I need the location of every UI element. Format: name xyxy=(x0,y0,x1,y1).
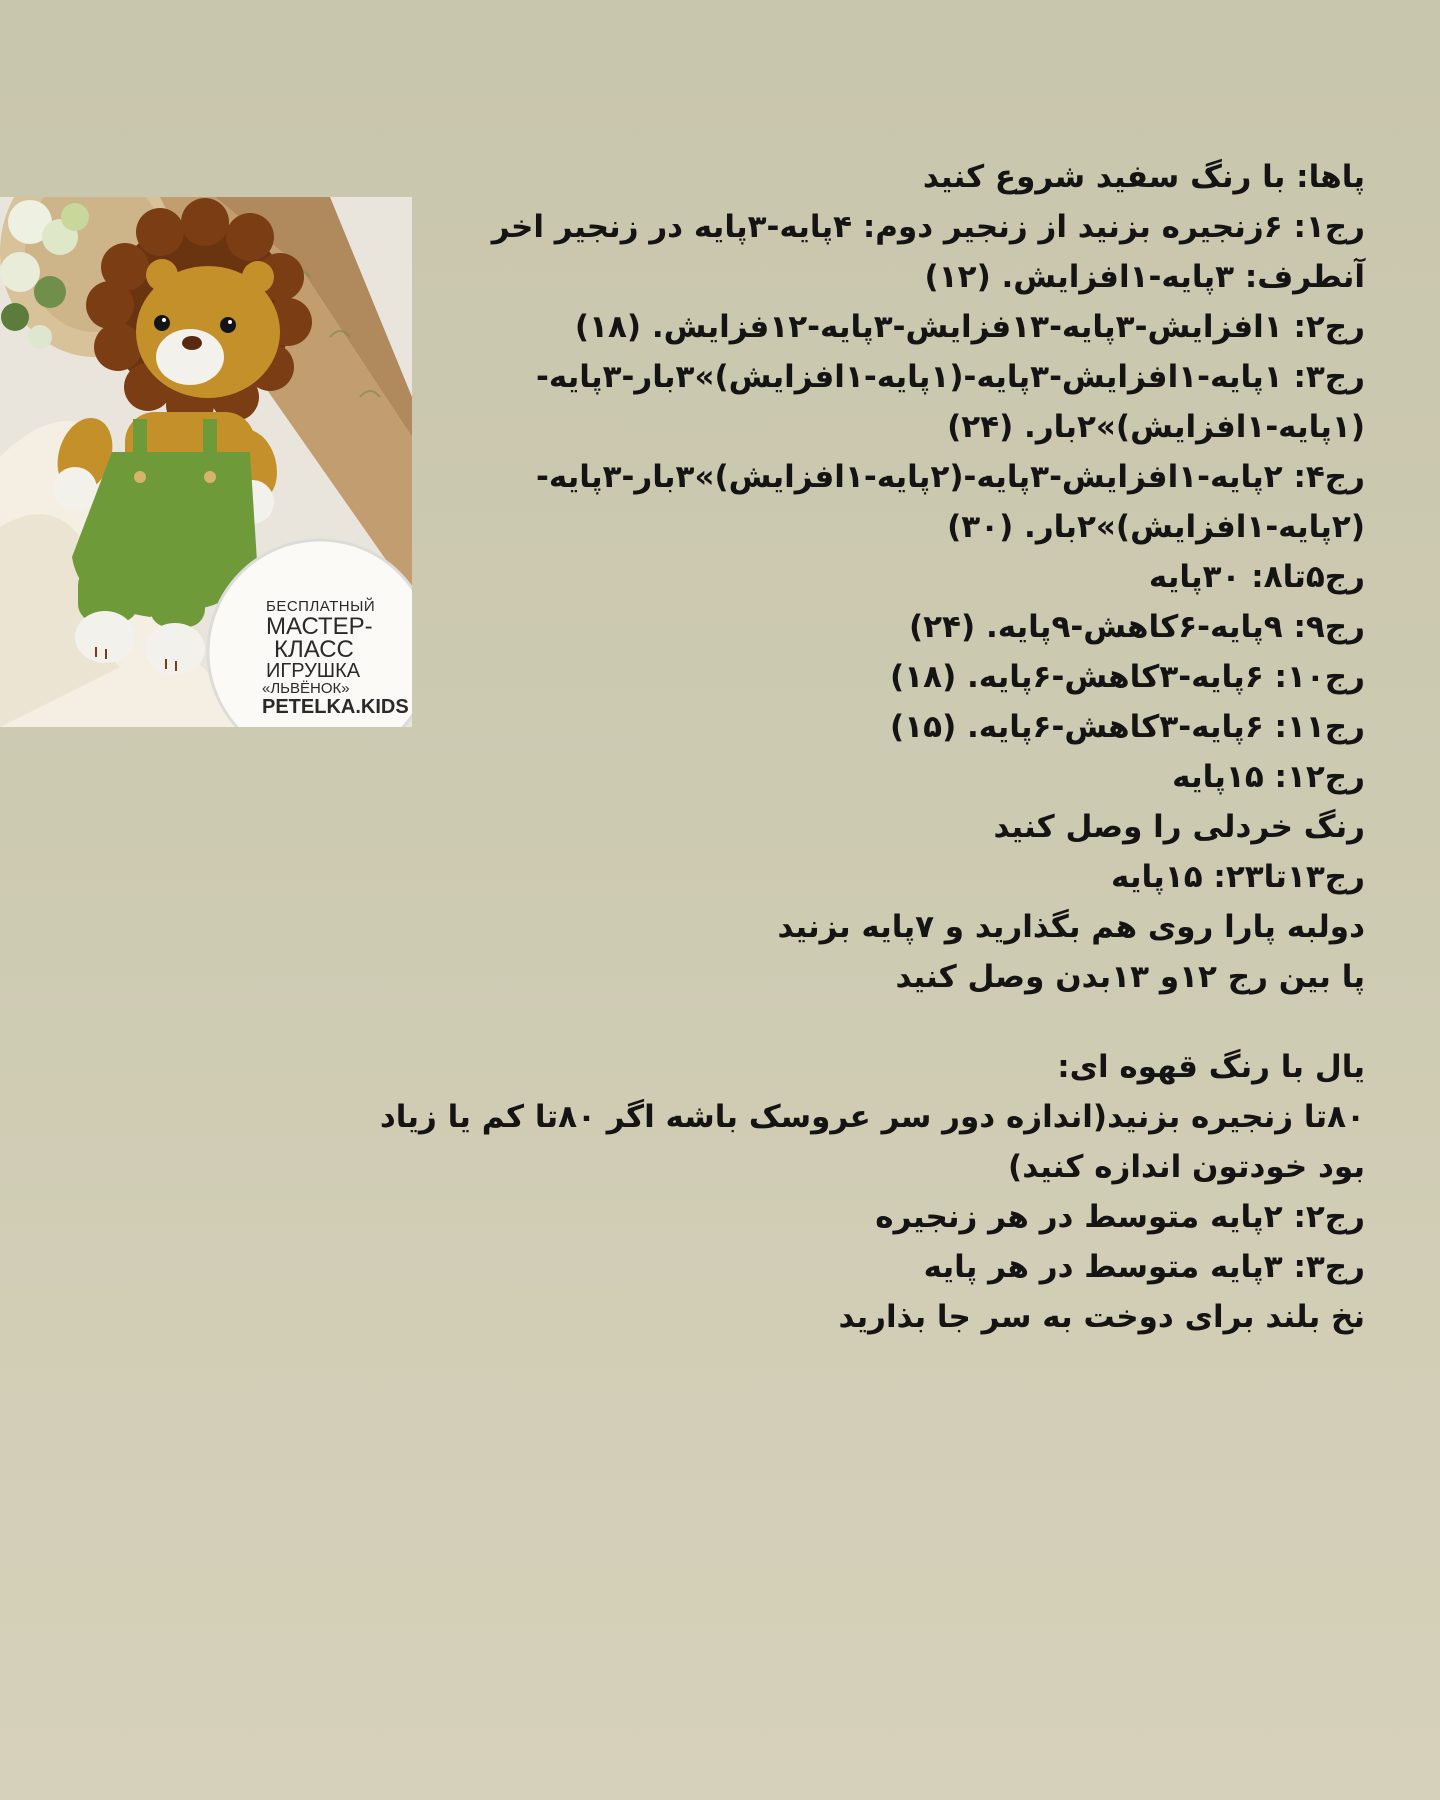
mane-row-1: ۸۰تا زنجیره بزنید(اندازه دور سر عروسک باشه اگر ۸۰تا کم یا زیاد xyxy=(379,1099,1365,1135)
legs-row-5-8: رج۵تا۸: ۳۰پایه xyxy=(1148,559,1365,595)
legs-row-4: رج۴: ۲پایه-۱افزایش-۳پایه-(۲پایه-۱افزایش)»۳بار-۳پایه- xyxy=(536,459,1365,495)
badge-line-5: «ЛЬВЁНОК» xyxy=(262,680,350,697)
mane-row-2: رج۲: ۲پایه متوسط در هر زنجیره xyxy=(875,1199,1365,1235)
lion-photo xyxy=(0,197,412,727)
legs-title: پاها: با رنگ سفید شروع کنید xyxy=(922,159,1365,195)
legs-row-11: رج۱۱: ۶پایه-۳کاهش-۶پایه. (۱۵) xyxy=(890,709,1365,745)
legs-color-change: رنگ خردلی را وصل کنید xyxy=(993,809,1365,845)
legs-row-4-cont: (۲پایه-۱افزایش)»۲بار. (۳۰) xyxy=(947,509,1365,545)
legs-row-12: رج۱۲: ۱۵پایه xyxy=(1172,759,1365,795)
badge-line-6: PETELKA.KIDS xyxy=(262,696,409,718)
badge-line-2: МАСТЕР- xyxy=(266,613,373,640)
pattern-instructions xyxy=(355,152,1365,1342)
mane-finish: نخ بلند برای دوخت به سر جا بذارید xyxy=(838,1299,1365,1335)
legs-row-1: رج۱: ۶زنجیره بزنید از زنجیر دوم: ۴پایه-۳پایه در زنجیر اخر xyxy=(491,209,1365,245)
legs-row-1-cont: آنطرف: ۳پایه-۱افزایش. (۱۲) xyxy=(924,259,1365,295)
legs-attach: پا بین رج ۱۲و ۱۳بدن وصل کنید xyxy=(895,959,1365,995)
badge-line-1: БЕСПЛАТНЫЙ xyxy=(266,598,376,615)
badge-line-3: КЛАСС xyxy=(274,636,354,663)
legs-row-9: رج۹: ۹پایه-۶کاهش-۹پایه. (۲۴) xyxy=(908,609,1365,645)
mane-row-1-cont: بود خودتون اندازه کنید) xyxy=(1008,1149,1365,1185)
legs-row-10: رج۱۰: ۶پایه-۳کاهش-۶پایه. (۱۸) xyxy=(890,659,1365,695)
legs-row-3-cont: (۱پایه-۱افزایش)»۲بار. (۲۴) xyxy=(947,409,1365,445)
legs-row-3: رج۳: ۱پایه-۱افزایش-۳پایه-(۱پایه-۱افزایش)»۳بار-۳پایه- xyxy=(536,359,1365,395)
legs-row-2: رج۲: ۱افزایش-۳پایه-۱۳فزایش-۳پایه-۱۲فزایش. (۱۸) xyxy=(574,309,1365,345)
mane-section xyxy=(355,1042,1365,1342)
mane-row-3: رج۳: ۳پایه متوسط در هر پایه xyxy=(923,1249,1365,1285)
mane-title: یال با رنگ قهوه ای: xyxy=(1057,1049,1365,1085)
legs-row-13-23: رج۱۳تا۲۳: ۱۵پایه xyxy=(1111,859,1365,895)
legs-section xyxy=(355,152,1365,1002)
legs-join: دولبه پارا روی هم بگذارید و ۷پایه بزنید xyxy=(777,909,1365,945)
badge-line-4: ИГРУШКА xyxy=(266,660,361,682)
